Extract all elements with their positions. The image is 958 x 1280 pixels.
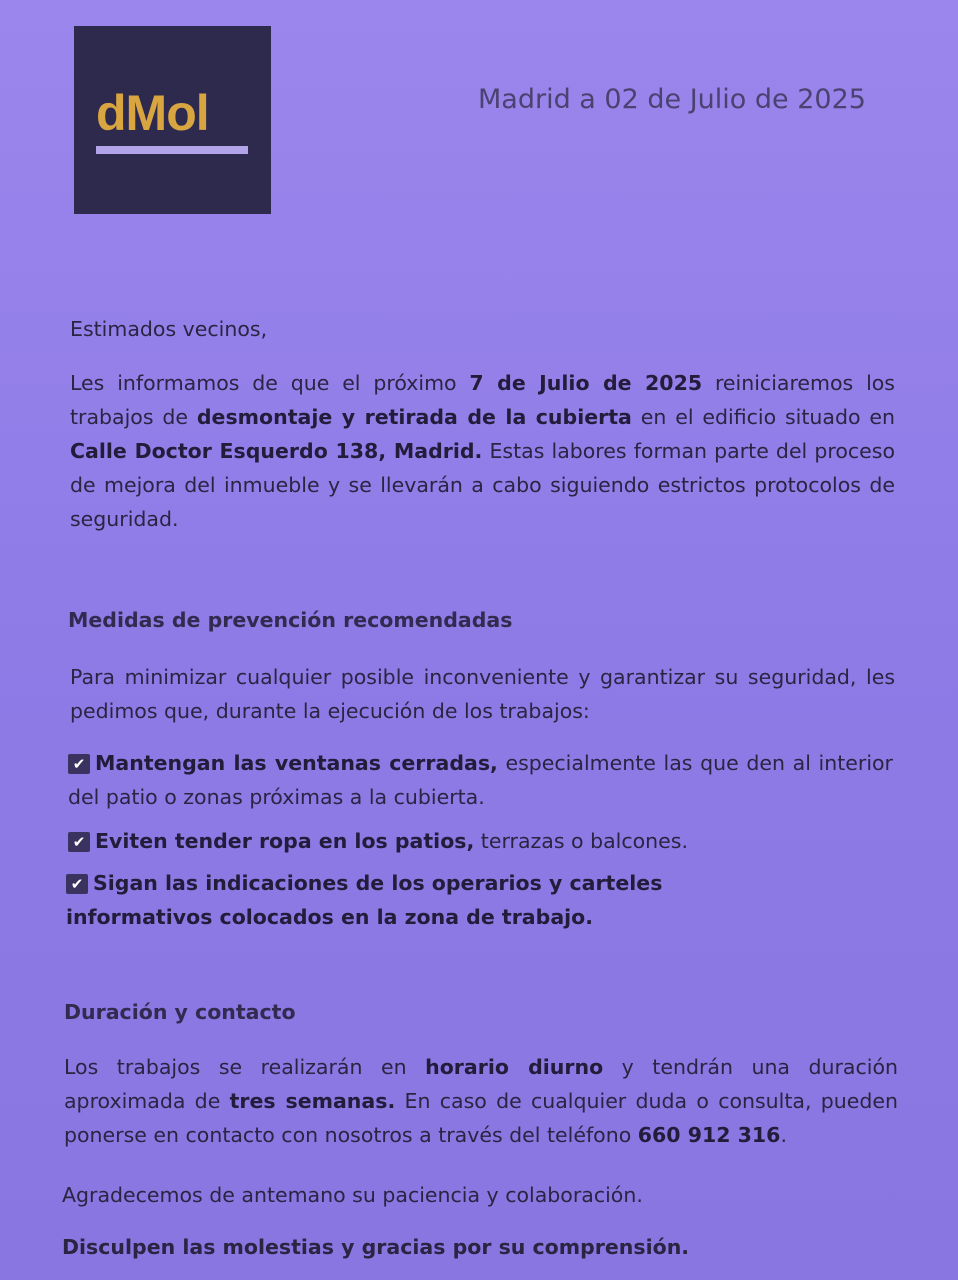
item-text: especialmente las que den al interior del patio o zonas próximas a la cubierta. <box>68 751 893 809</box>
item-text: terrazas o balcones. <box>474 829 688 853</box>
thanks-line: Agradecemos de antemano su paciencia y colaboración. <box>62 1183 643 1207</box>
text: Les informamos de que el próximo <box>70 371 470 395</box>
schedule: horario diurno <box>425 1055 604 1079</box>
checkbox-checked-icon: ✔ <box>66 874 88 894</box>
prevention-lead: Para minimizar cualquier posible inconveniente y garantizar su seguridad, les pedimos que, durante la ejecución de los trabajos: <box>70 665 895 723</box>
checkbox-checked-icon: ✔ <box>68 832 90 852</box>
text: Estas labores forman parte del proceso de mejora del inmueble y se llevarán a cabo siguiendo estrictos protocolos de seguridad. <box>70 439 895 531</box>
text: . <box>780 1123 787 1147</box>
text: En caso de cualquier duda o consulta, pueden ponerse en contacto con nosotros a través del teléfono <box>64 1089 899 1147</box>
duration-paragraph <box>64 1050 898 1152</box>
logo-tagline-bar <box>96 146 248 154</box>
list-item <box>68 824 893 858</box>
address: Calle Doctor Esquerdo 138, Madrid. <box>70 439 483 463</box>
text: reiniciaremos los trabajos de <box>70 371 895 429</box>
closing-line: Disculpen las molestias y gracias por su comprensión. <box>62 1235 690 1259</box>
list-item <box>66 866 806 934</box>
list-item <box>68 746 893 814</box>
text: y tendrán una duración aproximada de <box>64 1055 898 1113</box>
letter-date: Madrid a 02 de Julio de 2025 <box>478 84 866 115</box>
start-date: 7 de Julio de 2025 <box>469 371 703 395</box>
section-title-prevention: Medidas de prevención recomendadas <box>68 608 513 632</box>
text: en el edificio situado en <box>631 405 895 429</box>
logo-text: dMol <box>96 85 209 141</box>
intro-paragraph <box>70 366 895 536</box>
company-logo <box>74 26 271 214</box>
phone-number: 660 912 316 <box>637 1123 781 1147</box>
checkbox-checked-icon: ✔ <box>68 754 90 774</box>
greeting: Estimados vecinos, <box>70 317 268 341</box>
duration: tres semanas. <box>229 1089 396 1113</box>
text: Los trabajos se realizarán en <box>64 1055 426 1079</box>
item-bold: Sigan las indicaciones de los operarios y carteles informativos colocados en la zona de trabajo. <box>66 871 663 929</box>
item-bold: Mantengan las ventanas cerradas, <box>95 751 498 775</box>
section-title-duration: Duración y contacto <box>64 1000 296 1024</box>
item-bold: Eviten tender ropa en los patios, <box>95 829 475 853</box>
work-type: desmontaje y retirada de la cubierta <box>196 405 632 429</box>
